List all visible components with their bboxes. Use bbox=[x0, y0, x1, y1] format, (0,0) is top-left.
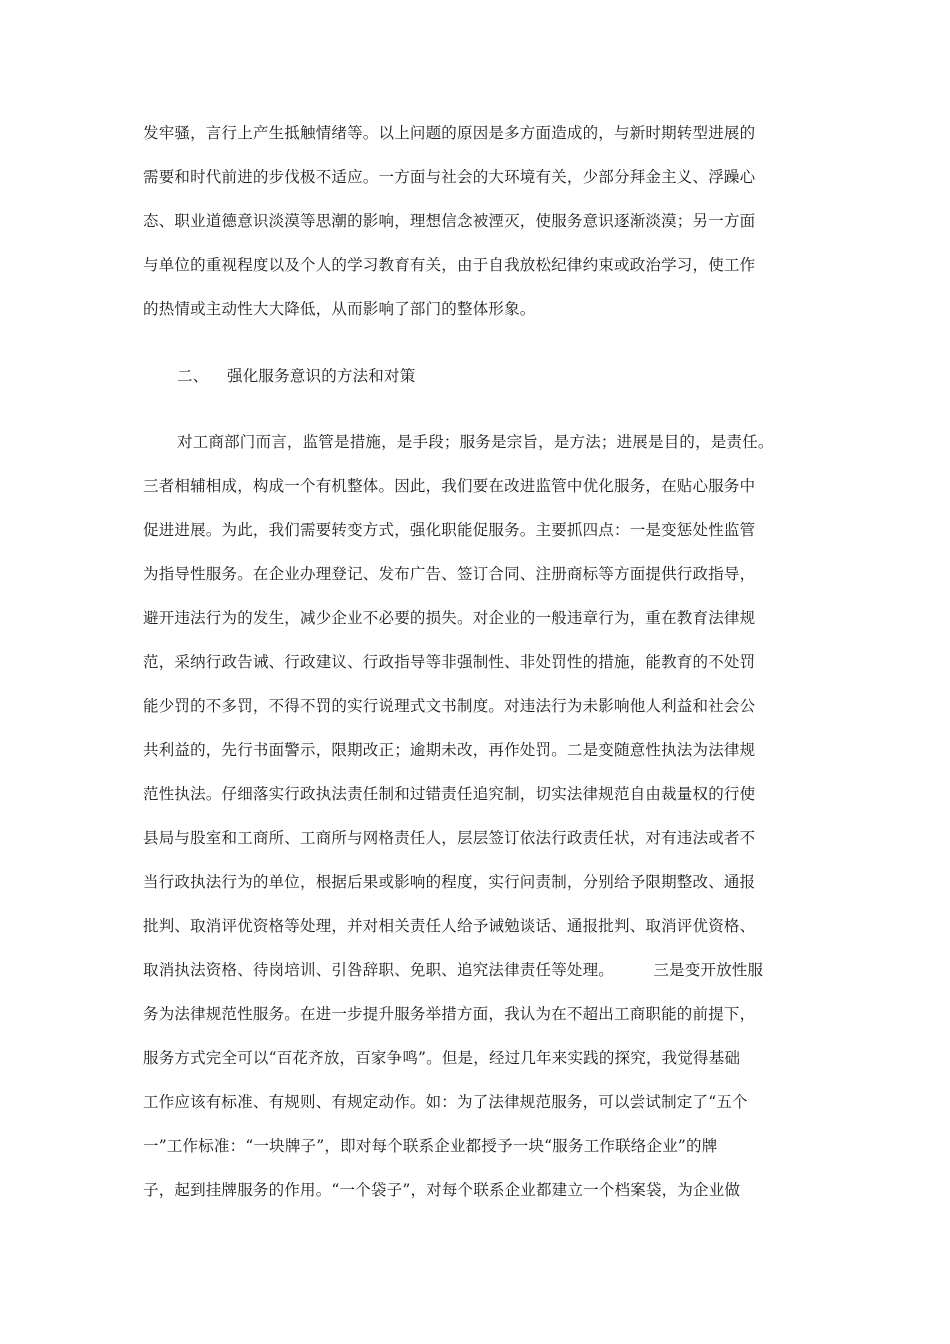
text-line: 范，采纳行政告诫、行政建议、行政指导等非强制性、非处罚性的措施，能教育的不处罚 bbox=[143, 653, 756, 671]
text-line: 工作应该有标准、有规则、有规定动作。如：为了法律规范服务，可以尝试制定了“五个 bbox=[143, 1093, 748, 1111]
section-number: 二、 bbox=[177, 367, 209, 385]
text-line: 需要和时代前进的步伐极不适应。一方面与社会的大环境有关，少部分拜金主义、浮躁心 bbox=[143, 168, 756, 186]
section-title: 强化服务意识的方法和对策 bbox=[227, 367, 416, 385]
text-line: 共利益的，先行书面警示，限期改正；逾期未改，再作处罚。二是变随意性执法为法律规 bbox=[143, 741, 756, 759]
text-line: 县局与股室和工商所、工商所与网格责任人，层层签订依法行政责任状，对有违法或者不 bbox=[143, 829, 756, 847]
text-line: 务为法律规范性服务。在进一步提升服务举措方面，我认为在不超出工商职能的前提下， bbox=[143, 1005, 756, 1023]
text-line: 服务方式完全可以“百花齐放，百家争鸣”。但是，经过几年来实践的探究，我觉得基础 bbox=[143, 1049, 741, 1067]
text-line: 避开违法行为的发生，减少企业不必要的损失。对企业的一般违章行为，重在教育法律规 bbox=[143, 609, 756, 627]
text-line: 能少罚的不多罚，不得不罚的实行说理式文书制度。对违法行为未影响他人利益和社会公 bbox=[143, 697, 756, 715]
text-line: 取消执法资格、待岗培训、引咎辞职、免职、追究法律责任等处理。 三是变开放性服 bbox=[143, 961, 764, 979]
text-line: 三者相辅相成，构成一个有机整体。因此，我们要在改进监管中优化服务，在贴心服务中 bbox=[143, 477, 756, 495]
text-line: 与单位的重视程度以及个人的学习教育有关，由于自我放松纪律约束或政治学习，使工作 bbox=[143, 256, 756, 274]
text-line: 一”工作标准：“一块牌子”，即对每个联系企业都授予一块“服务工作联络企业”的牌 bbox=[143, 1137, 718, 1155]
section-heading bbox=[177, 365, 849, 387]
text-line: 的热情或主动性大大降低，从而影响了部门的整体形象。 bbox=[143, 300, 536, 318]
text-line: 发牢骚，言行上产生抵触情绪等。以上问题的原因是多方面造成的，与新时期转型进展的 bbox=[143, 124, 756, 142]
text-line: 态、职业道德意识淡漠等思潮的影响，理想信念被湮灭，使服务意识逐渐淡漠；另一方面 bbox=[143, 212, 756, 230]
text-line: 子，起到挂牌服务的作用。“一个袋子”，对每个联系企业都建立一个档案袋，为企业做 bbox=[143, 1181, 741, 1199]
text-line: 为指导性服务。在企业办理登记、发布广告、签订合同、注册商标等方面提供行政指导， bbox=[143, 565, 756, 583]
text-line: 范性执法。仔细落实行政执法责任制和过错责任追究制，切实法律规范自由裁量权的行使 bbox=[143, 785, 756, 803]
text-line: 批判、取消评优资格等处理，并对相关责任人给予诫勉谈话、通报批判、取消评优资格、 bbox=[143, 917, 756, 935]
text-line: 当行政执法行为的单位，根据后果或影响的程度，实行问责制，分别给予限期整改、通报 bbox=[143, 873, 756, 891]
text-line: 促进进展。为此，我们需要转变方式，强化职能促服务。主要抓四点：一是变惩处性监管 bbox=[143, 521, 756, 539]
text-line: 对工商部门而言，监管是措施，是手段；服务是宗旨，是方法；进展是目的，是责任。 bbox=[177, 433, 774, 451]
